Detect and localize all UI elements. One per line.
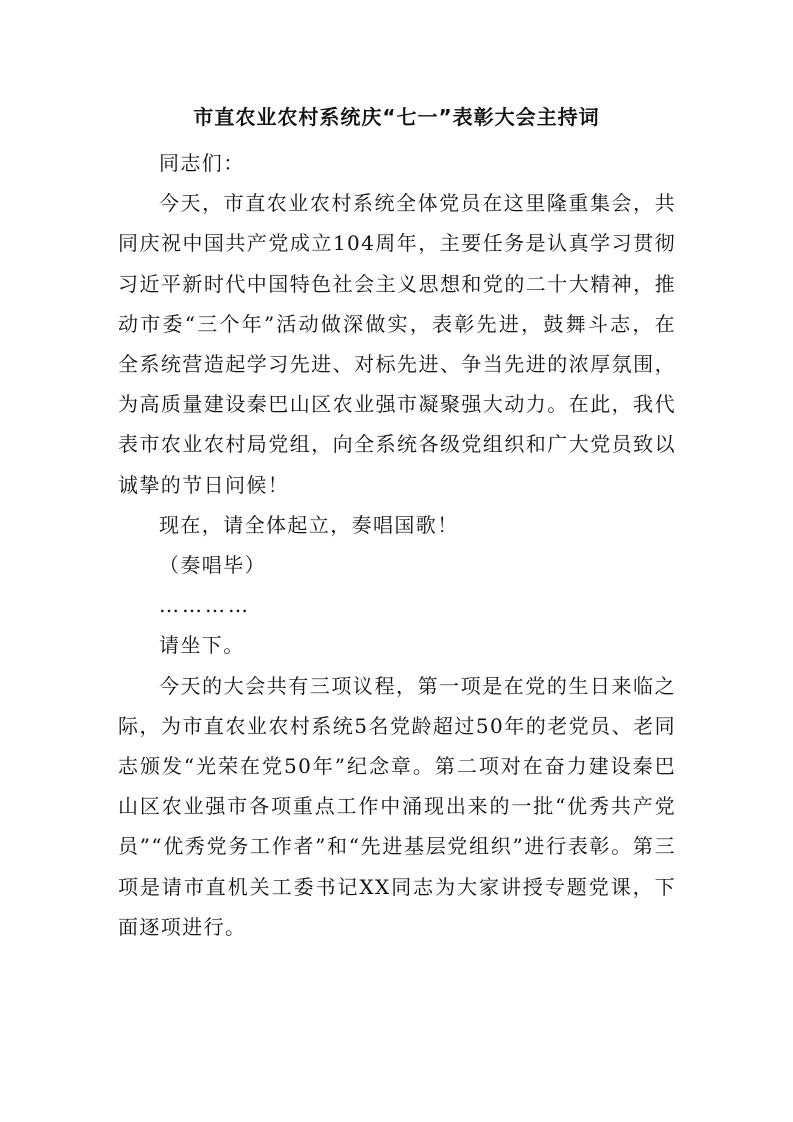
ellipsis-line: …………	[159, 593, 251, 618]
document-body	[118, 143, 676, 947]
anthem-note: （奏唱毕）	[159, 553, 266, 578]
salutation: 同志们：	[159, 151, 245, 175]
opening-paragraph: 今天，市直农业农村系统全体党员在这里隆重集会，共同庆祝中国共产党成立104周年，主要任务是认真学习贯彻习近平新时代中国特色社会主义思想和党的二十大精神，推动市委“三个年”活动做深做实，表彰先进，鼓舞斗志，在全系统营造起学习先进、对标先进、争当先进的浓厚氛围，为高质量建设秦巴山区农业强市凝聚强大动力。在此，我代表市农业农村局党组，向全系统各级党组织和广大党员致以诚挚的节日问候！	[118, 191, 676, 497]
stand-instruction: 现在，请全体起立，奏唱国歌！	[159, 512, 459, 537]
sit-instruction: 请坐下。	[159, 633, 245, 658]
document-title: 市直农业农村系统庆“七一”表彰大会主持词	[193, 105, 600, 129]
agenda-paragraph: 今天的大会共有三项议程，第一项是在党的生日来临之际，为市直农业农村系统5名党龄超过50年的老党员、老同志颁发“光荣在党50年”纪念章。第二项对在奋力建设秦巴山区农业强市各项重点工作中涌现出来的一批“优秀共产党员”“优秀党务工作者”和“先进基层党组织”进行表彰。第三项是请市直机关工委书记XX同志为大家讲授专题党课，下面逐项进行。	[118, 673, 676, 939]
